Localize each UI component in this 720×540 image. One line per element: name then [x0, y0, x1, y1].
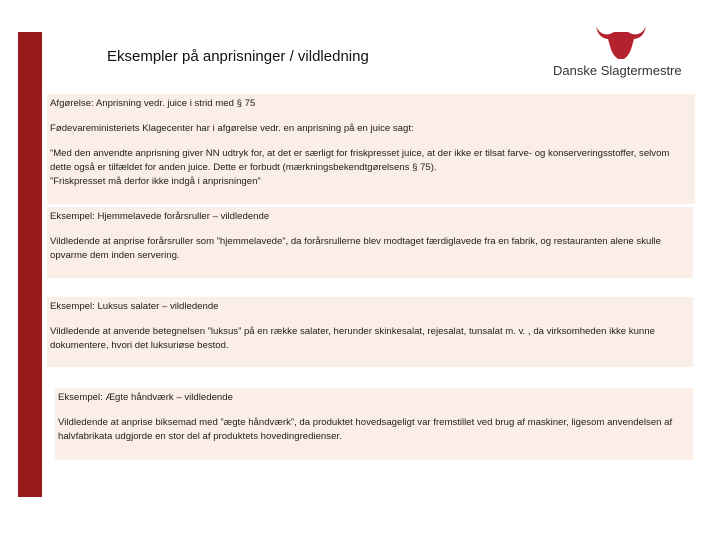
logo-text: Danske Slagtermestre [553, 63, 682, 78]
section-text: Vildledende at anprise biksemad med ”ægte håndværk”, da produktet hovedsageligt var fremstillet ved brug af maskiner, ligesom anvendelsen af halvfabrikata udgjorde en stor del af produktets hovedingredienser. [58, 417, 673, 442]
section-text: Vildledende at anvende betegnelsen ”luksus” på en række salater, herunder skinkesalat, rejesalat, tunsalat m. v. , da virksomheden ikke kunne dokumentere, hvori det luksuriøse bestod. [50, 326, 655, 351]
section-craftsmanship [55, 388, 693, 460]
slide-title: Eksempler på anprisninger / vildledning [107, 48, 369, 65]
accent-bar [18, 32, 42, 497]
bull-head-icon [592, 22, 650, 60]
logo [548, 22, 688, 82]
section-springrolls [47, 207, 693, 278]
section-heading: Eksempel: Luksus salater – vildledende [50, 301, 219, 312]
section-heading: Eksempel: Ægte håndværk – vildledende [58, 392, 233, 403]
section-luxury-salads [47, 297, 693, 367]
section-juice [47, 94, 695, 204]
section-heading: Afgørelse: Anprisning vedr. juice i strid med § 75 [50, 98, 256, 109]
section-text: Fødevareministeriets Klagecenter har i afgørelse vedr. en anprisning på en juice sagt: [50, 123, 414, 134]
section-text: ”Med den anvendte anprisning giver NN udtryk for, at det er særligt for friskpresset juice, at der ikke er tilsat farve- og konserveringsstoffer, selvom dette også er tilfældet for anden juice. Dette er forbudt (mærkningsbekendtgørelsens § 75). [50, 148, 670, 173]
section-text: ”Friskpresset må derfor ikke indgå i anprisningen” [50, 176, 261, 187]
section-heading: Eksempel: Hjemmelavede forårsruller – vildledende [50, 211, 270, 222]
section-text: Vildledende at anprise forårsruller som ”hjemmelavede”, da forårsrullerne blev modtaget færdiglavede fra en fabrik, og restauranten alene skulle opvarme dem inden servering. [50, 236, 661, 261]
